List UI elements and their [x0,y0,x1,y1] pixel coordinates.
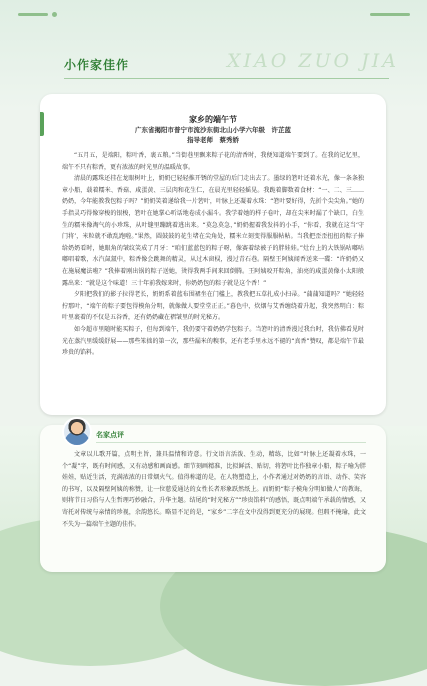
author-byline: 广东省揭阳市普宁市流沙东街北山小学六年级 许芷蓝 [135,126,291,134]
decorative-dot [52,12,57,17]
essay-paragraph: 夕阳把我们的影子拉得老长，奶奶系着蓝布围裙坐在门槛上，教我把五草扎成小扫帚。“蒲蒲知道吗？”她轻轻拧那叶，“端午的粽子要包得模角分明，就像做人要堂堂正正。”暮色中，炊烟与艾香缠绕着升起，我突然明白：粽叶里裹着的不仅是五谷香，还有奶奶藏在褶皱里的时光秘方。 [62,291,364,322]
header-divider [64,78,389,79]
review-text: 文章以儿歌开篇，点明主旨，兼具温情和诗意。行文语言活泼、生动，精练，比如“叶脉上还凝着水珠，一个“凝”字，既有时间感，又有动感和画面感。细节刻画精准，比拟鲜活、贴切，将箬叶比作独章小船，粽子喻为胖娃娃，贴近生活，充满浓浓的日常烟火气。值得称道的是，在人物塑造上，小作者通过对奶奶的言语、动作、笑容的书写，以及隔壁阿姨的称赞，让一位慈爱通达的女性长者形象跃然纸上。而奶奶“粽子模角分明如做人”的教诲，则将节日习俗与人生哲理巧妙融合，升华主题。结尾的“时光秘方”“珍贵馅料”的感悟，既点明端午承载的情感，又寄托对传统与亲情的珍视，余韵悠长。略显不足的是，“家乡”二字在文中没得到更充分的展现。但瑕不掩瑜，此文不失为一篇端午主题的佳作。 [62,451,366,528]
essay-card [40,94,386,415]
avatar [62,417,92,447]
essay-paragraph: “五月五，是端阳，粽叶香，裹五粮。”当街巷里飘来粽子花的清香时，我便知道端午要到了。在我的记忆里，端午不只有粽香，更有浓浓的时光里的温暖故事。 [62,152,364,171]
essay-body [62,150,364,359]
review-card [40,425,386,572]
essay-paragraph: 清晨的露珠还挂在龙眼树叶上，奶奶已轻轻推开锈的堂屋的后门走出去了。墨绿的箬叶还着水光，像一条条独章小船，载着糯米、香菇、咸蛋黄、三层肉和花生仁，在晨光里轻轻摇晃。我跪着脚数着食材：“一、二、三……奶奶，今年能教我包粽子吗？”奶奶笑着递给我一片箬叶，叶脉上还凝着水珠：“箬叶要好得，先折个尖尖角。”她的手指灵巧得像穿梭的银梭，箬叶在她掌心听话地卷成小漏斗。我学着她的样子卷叶，却在尖米时漏了个缺口，白生生的糯米像淘气的小珍珠，从叶缝里蹦跳着逃出来。“莫急莫急，”奶奶握着我发抖的小手，“你看，我就在这当‘守门将’，米粒就不敢乱跑啦。”果然，圆鼓鼓的花生堵在尖角处，糯米立刻变得服服帖帖。当我把歪歪扭扭的粽子捧给奶奶看时，她眼角的皱纹笑成了月牙：“咱们蓝蓝包的粽子呀，像赛着绿被子的胖娃娃。”灶台上的大铁锅咕嘟咕嘟唱着歌，水汽氤氲中，粽香像会跳舞的精灵，从过木窗棂，漫过青石巷。隔壁王阿姨闻香送来一碟：“许奶奶又在施展魔法啦？”我捧着刚出锅的粽子送她，烫得我两手间来回倒腾。王阿姨咬开粽角，油亮的咸蛋黄像小太阳般露出来：“就是这个味道！三十年前我嫁来时，你奶奶包的粽子就是这个香！” [62,175,364,287]
decorative-bar [370,13,410,16]
section-title-english: XIAO ZUO JIA [226,50,399,72]
section-title: 小作家佳作 [64,58,130,72]
essay-paragraph: 如今超市里随时能买粽子，但每到端午，我仍要守着奶奶学包粽子。当箬叶的清香漫过我台时，我仿佛看见时光在蒸汽里缓缓舒展——那些笨拙的第一次，那些漏米的糗事，还有老手里永远不褪的“真香”赞叹，都是端午节最珍贵的馅料。 [62,325,364,357]
review-label: 名家点评 [96,431,124,439]
review-divider [96,442,366,443]
essay-title: 家乡的端午节 [189,115,237,124]
teacher-byline: 指导老师 蔡秀娇 [187,136,239,144]
decorative-bar [18,13,48,16]
